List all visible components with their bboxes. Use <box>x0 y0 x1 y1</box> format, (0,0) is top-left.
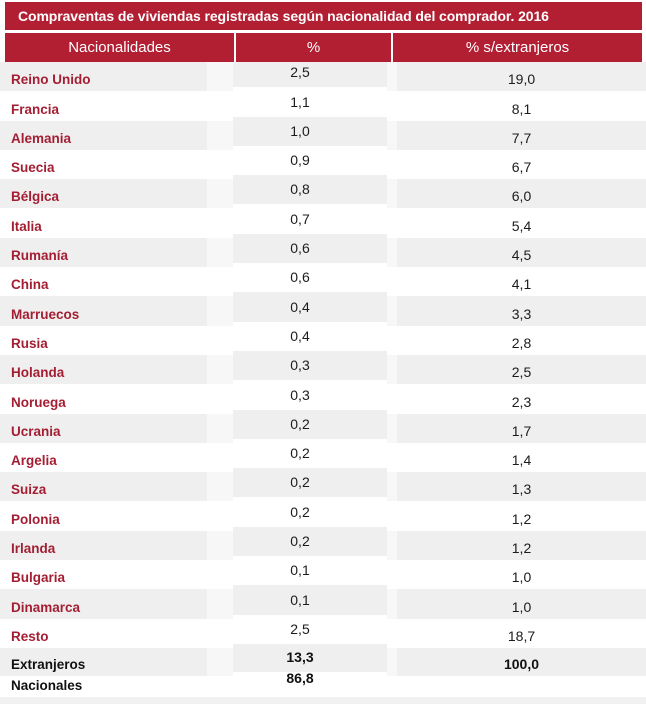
nationality-label: Resto <box>11 628 49 644</box>
pct-value: 0,2 <box>290 533 310 550</box>
pct-s-extranjeros-cell <box>397 676 646 697</box>
nationality-cell <box>0 121 207 150</box>
pct-s-extranjeros-cell <box>397 62 646 91</box>
nationality-cell <box>0 676 207 697</box>
pct-cell <box>233 204 387 233</box>
pct-cell <box>233 615 387 644</box>
pct-cell <box>233 410 387 439</box>
nationality-label: Francia <box>11 101 60 117</box>
nationality-label: Ucrania <box>11 423 61 439</box>
pct-value: 0,7 <box>290 210 310 227</box>
pct-value: 0,9 <box>290 152 310 169</box>
pct-value: 0,6 <box>290 240 310 257</box>
pct-cell <box>233 468 387 497</box>
pct-cell <box>233 322 387 351</box>
column-header-nacionalidades: Nacionalidades <box>5 33 234 62</box>
nationality-cell <box>0 238 207 267</box>
nationality-cell <box>0 414 207 443</box>
pct-cell <box>233 439 387 468</box>
nationality-cell <box>0 560 207 589</box>
pct-s-extranjeros-cell <box>397 619 646 648</box>
nationality-cell <box>0 179 207 208</box>
pct-s-extranjeros-value: 4,5 <box>511 247 532 264</box>
nationality-cell <box>0 150 207 179</box>
pct-s-extranjeros-cell <box>397 589 646 618</box>
nationality-cell <box>0 443 207 472</box>
pct-cell <box>233 263 387 292</box>
pct-cell <box>233 175 387 204</box>
nationality-label: Italia <box>11 218 42 234</box>
nationality-label: Rumanía <box>11 248 69 264</box>
pct-s-extranjeros-value: 2,5 <box>511 364 532 381</box>
pct-s-extranjeros-cell <box>397 326 646 355</box>
pct-cell <box>233 644 387 672</box>
pct-value: 0,2 <box>290 445 310 462</box>
nationality-cell <box>0 267 207 296</box>
nationality-label: Dinamarca <box>11 599 81 615</box>
pct-value: 1,1 <box>290 93 310 110</box>
pct-cell <box>233 380 387 409</box>
pct-value: 0,4 <box>290 298 310 315</box>
column-header-pct: % <box>236 33 391 62</box>
pct-cell <box>233 556 387 585</box>
pct-value: 1,0 <box>290 122 310 139</box>
pct-value: 86,8 <box>286 669 314 686</box>
pct-s-extranjeros-cell <box>397 355 646 384</box>
pct-s-extranjeros-cell <box>397 238 646 267</box>
pct-value: 2,5 <box>290 64 310 81</box>
pct-s-extranjeros-cell <box>397 150 646 179</box>
pct-s-extranjeros-value: 5,4 <box>511 217 532 234</box>
nationality-label: Reino Unido <box>11 72 91 88</box>
pct-s-extranjeros-value: 8,1 <box>511 100 532 117</box>
bottom-strip <box>0 697 646 704</box>
pct-value: 0,8 <box>290 181 310 198</box>
figure-title: Compraventas de viviendas registradas según nacionalidad del comprador. 2016 <box>5 2 642 30</box>
pct-value: 0,4 <box>290 327 310 344</box>
pct-cell <box>233 87 387 116</box>
nationality-cell <box>0 472 207 501</box>
pct-s-extranjeros-value: 6,7 <box>511 159 532 176</box>
pct-cell <box>233 117 387 146</box>
nationality-label: Rusia <box>11 335 48 351</box>
pct-s-extranjeros-cell <box>397 296 646 325</box>
column-header-pct-s-extranjeros: % s/extranjeros <box>393 33 642 62</box>
pct-s-extranjeros-value: 1,7 <box>511 422 532 439</box>
pct-cell <box>233 497 387 526</box>
nationality-cell <box>0 355 207 384</box>
pct-s-extranjeros-cell <box>397 179 646 208</box>
pct-cell <box>233 527 387 556</box>
pct-value: 0,2 <box>290 503 310 520</box>
pct-s-extranjeros-value: 19,0 <box>507 71 536 88</box>
nationality-cell <box>0 91 207 120</box>
nationality-label: Argelia <box>11 453 57 469</box>
pct-cell <box>233 58 387 87</box>
nationality-label: Noruega <box>11 394 66 410</box>
pct-cell <box>233 292 387 321</box>
pct-s-extranjeros-value: 2,8 <box>511 334 532 351</box>
pct-value: 0,6 <box>290 269 310 286</box>
nationality-label: Holanda <box>11 365 65 381</box>
nationality-cell <box>0 619 207 648</box>
pct-s-extranjeros-value: 4,1 <box>511 276 532 293</box>
pct-s-extranjeros-value: 1,3 <box>511 481 532 498</box>
pct-value: 0,3 <box>290 386 310 403</box>
pct-s-extranjeros-cell <box>397 91 646 120</box>
nationality-label: Suecia <box>11 160 55 176</box>
pct-s-extranjeros-cell <box>397 443 646 472</box>
nationality-cell <box>0 589 207 618</box>
pct-s-extranjeros-value: 1,0 <box>511 569 532 586</box>
pct-s-extranjeros-value: 100,0 <box>503 655 540 672</box>
pct-s-extranjeros-value: 3,3 <box>511 305 532 322</box>
pct-s-extranjeros-value: 7,7 <box>511 129 532 146</box>
pct-s-extranjeros-cell <box>397 472 646 501</box>
nationality-label: Alemania <box>11 130 72 146</box>
nationality-label: Nacionales <box>11 677 83 693</box>
pct-s-extranjeros-value: 1,2 <box>511 510 532 527</box>
pct-s-extranjeros-value: 1,2 <box>511 540 532 557</box>
pct-value: 0,3 <box>290 357 310 374</box>
pct-cell <box>233 234 387 263</box>
pct-s-extranjeros-cell <box>397 560 646 589</box>
nationality-label: Marruecos <box>11 306 80 322</box>
table-header <box>5 33 642 62</box>
pct-s-extranjeros-value: 1,4 <box>511 452 532 469</box>
nationality-label: Bulgaria <box>11 570 66 586</box>
nationality-label: Polonia <box>11 511 60 527</box>
pct-s-extranjeros-cell <box>397 267 646 296</box>
pct-cell <box>233 669 387 693</box>
nationality-label: China <box>11 277 49 293</box>
nationality-label: Suiza <box>11 482 47 498</box>
pct-value: 0,1 <box>290 562 310 579</box>
nationality-label: Bélgica <box>11 189 60 205</box>
nationality-cell <box>0 208 207 237</box>
nationality-cell <box>0 384 207 413</box>
nationality-cell <box>0 326 207 355</box>
nationality-cell <box>0 501 207 530</box>
nationality-label: Irlanda <box>11 541 56 557</box>
nationality-cell <box>0 648 207 676</box>
pct-s-extranjeros-value: 18,7 <box>507 627 536 644</box>
pct-value: 13,3 <box>286 648 314 665</box>
pct-cell <box>233 351 387 380</box>
pct-s-extranjeros-cell <box>397 501 646 530</box>
table-row <box>0 669 646 697</box>
nationality-cell <box>0 531 207 560</box>
nationality-label: Extranjeros <box>11 656 86 672</box>
pct-s-extranjeros-cell <box>397 121 646 150</box>
pct-s-extranjeros-cell <box>397 531 646 560</box>
pct-cell <box>233 146 387 175</box>
table-body <box>0 62 646 697</box>
pct-s-extranjeros-value: 1,0 <box>511 598 532 615</box>
pct-s-extranjeros-cell <box>397 414 646 443</box>
pct-s-extranjeros-cell <box>397 648 646 676</box>
pct-s-extranjeros-cell <box>397 208 646 237</box>
pct-value: 0,1 <box>290 591 310 608</box>
pct-s-extranjeros-value: 6,0 <box>511 188 532 205</box>
pct-s-extranjeros-value: 2,3 <box>511 393 532 410</box>
nationality-cell <box>0 62 207 91</box>
pct-cell <box>233 585 387 614</box>
pct-value: 0,2 <box>290 474 310 491</box>
pct-value: 2,5 <box>290 620 310 637</box>
pct-value: 0,2 <box>290 415 310 432</box>
nationality-cell <box>0 296 207 325</box>
pct-s-extranjeros-cell <box>397 384 646 413</box>
